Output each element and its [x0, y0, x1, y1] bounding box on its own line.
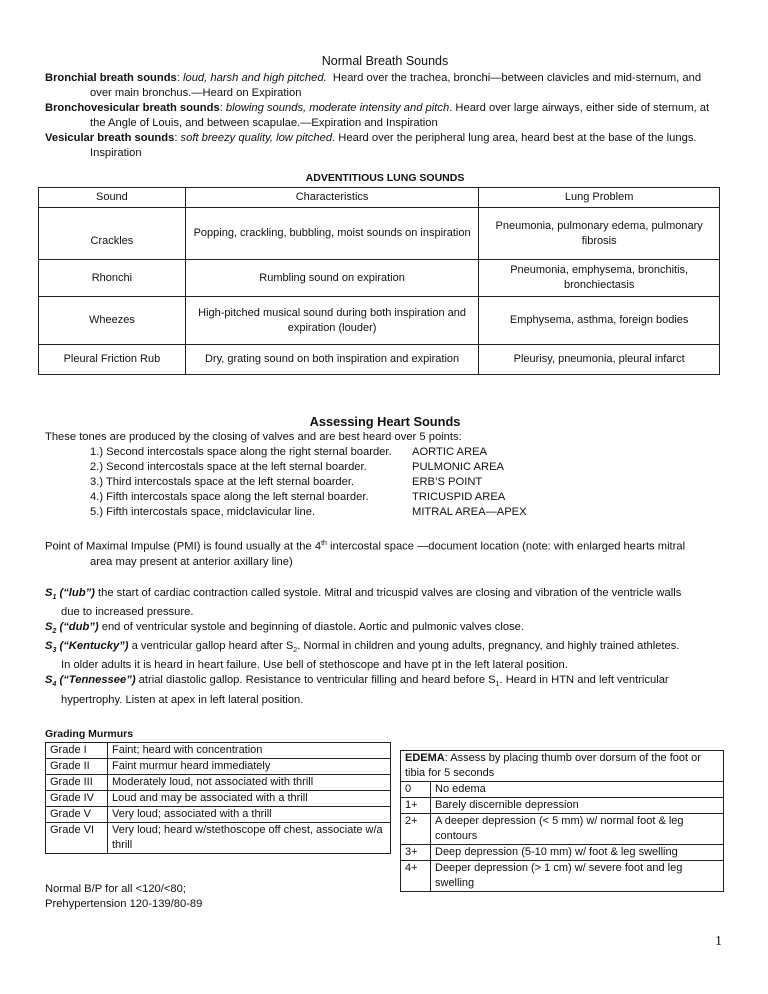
cell-problem: Pneumonia, emphysema, bronchitis, bronchiectasis	[479, 260, 720, 297]
cell-desc: Barely discernible depression	[431, 797, 724, 813]
cell-characteristics: Rumbling sound on expiration	[185, 260, 479, 297]
table-row	[39, 260, 720, 297]
cell-desc: Faint murmur heard immediately	[108, 758, 391, 774]
point-area: ERB’S POINT	[412, 476, 483, 488]
cell-score: 1+	[401, 797, 431, 813]
header-characteristics: Characteristics	[185, 188, 479, 208]
s-text: a ventricular gallop heard after S	[128, 640, 294, 653]
auscultation-points	[45, 445, 725, 520]
s-name: (“dub”)	[56, 620, 99, 633]
s-label: S	[45, 674, 53, 687]
adventitious-table	[38, 187, 720, 375]
adventitious-title: ADVENTITIOUS LUNG SOUNDS	[305, 172, 465, 184]
s-label: S	[45, 586, 53, 599]
term-description: soft breezy quality, low pitched	[180, 132, 333, 144]
heart-sounds-list	[45, 586, 725, 708]
cell-desc: A deeper depression (< 5 mm) w/ normal foot & leg contours	[431, 813, 724, 844]
point-area: PULMONIC AREA	[412, 461, 505, 473]
cell-characteristics: Popping, crackling, bubbling, moist sounds on inspiration	[185, 208, 479, 260]
table-row	[39, 297, 720, 345]
term-description: blowing sounds, moderate intensity and pitch	[225, 102, 450, 114]
table-header-row	[39, 188, 720, 208]
cell-grade: Grade III	[46, 774, 108, 790]
cell-desc: No edema	[431, 781, 724, 797]
bp-line: Prehypertension 120-139/80-89	[45, 898, 203, 910]
table-row	[401, 844, 724, 860]
cell-score: 4+	[401, 860, 431, 891]
point-text: 1.) Second intercostals space along the right sternal boarder.	[90, 446, 392, 458]
table-row	[401, 860, 724, 891]
table-row	[401, 781, 724, 797]
table-row	[39, 208, 720, 260]
cell-desc: Deep depression (5-10 mm) w/ foot & leg swelling	[431, 844, 724, 860]
cell-characteristics: Dry, grating sound on both inspiration and expiration	[185, 345, 479, 375]
cell-score: 0	[401, 781, 431, 797]
cell-score: 2+	[401, 813, 431, 844]
breath-sounds-section	[45, 71, 725, 161]
s4-item	[45, 673, 725, 707]
murmurs-title: Grading Murmurs	[45, 727, 134, 740]
pmi-text-b: intercostal space —document location (note: with enlarged hearts mitral	[326, 540, 686, 553]
s-label: S	[45, 640, 53, 653]
table-row	[46, 822, 391, 853]
s-sub: 2	[52, 628, 57, 636]
table-row	[46, 758, 391, 774]
s-sub: 3	[52, 647, 57, 655]
term-description: loud, harsh and high pitched.	[183, 72, 327, 84]
table-row	[46, 742, 391, 758]
term: Bronchovesicular breath sounds	[45, 102, 220, 114]
cell-desc: Faint; heard with concentration	[108, 742, 391, 758]
term-text: . Heard over the peripheral lung area, heard best at the base of the lungs.	[332, 132, 697, 144]
table-row	[401, 813, 724, 844]
term-text: . Heard over large airways, either side of sternum, at	[449, 102, 710, 114]
heart-sounds-title: Assessing Heart Sounds	[309, 414, 461, 429]
point-text: 4.) Fifth intercostals space along the left sternal boarder.	[90, 491, 369, 503]
term-text: Heard over the trachea, bronchi—between clavicles and mid-sternum, and	[332, 72, 702, 84]
table-row	[46, 790, 391, 806]
pmi-text: Point of Maximal Impulse (PMI) is found usually at the 4	[45, 540, 322, 553]
cell-grade: Grade IV	[46, 790, 108, 806]
assessment-tables	[45, 727, 725, 897]
term: Bronchial breath sounds	[45, 72, 177, 84]
cell-grade: Grade I	[46, 742, 108, 758]
cell-sound: Wheezes	[39, 297, 186, 345]
s-label: S	[45, 620, 53, 633]
s-sub: 4	[52, 681, 57, 689]
s1-item	[45, 586, 725, 620]
term: Vesicular breath sounds	[45, 132, 175, 144]
cell-problem: Emphysema, asthma, foreign bodies	[479, 297, 720, 345]
s-text-sub: 1	[495, 681, 500, 689]
header-sound: Sound	[39, 188, 186, 208]
list-item	[90, 505, 725, 520]
s-text: end of ventricular systole and beginning of diastole. Aortic and pulmonic valves close.	[98, 620, 524, 633]
point-text: 5.) Fifth intercostals space, midclavicular line.	[90, 506, 316, 518]
point-area: MITRAL AREA—APEX	[412, 506, 527, 518]
table-row	[401, 797, 724, 813]
cell-score: 3+	[401, 844, 431, 860]
s-text-sub: 2	[293, 647, 298, 655]
s3-item	[45, 639, 725, 673]
term-text-cont: Inspiration	[90, 147, 142, 159]
pmi-paragraph	[45, 536, 725, 570]
cell-desc: Loud and may be associated with a thrill	[108, 790, 391, 806]
cell-sound: Rhonchi	[39, 260, 186, 297]
heart-intro: These tones are produced by the closing of valves and are best heard over 5 points:	[45, 431, 462, 443]
s-text-b: . Heard in HTN and left ventricular	[499, 674, 669, 687]
s-text-b: . Normal in children and young adults, pregnancy, and highly trained athletes.	[297, 640, 680, 653]
term-text-cont: the Angle of Louis, and between scapulae.—Expiration and Inspiration	[90, 117, 438, 129]
cell-grade: Grade II	[46, 758, 108, 774]
s-name: (“lub”)	[56, 586, 95, 599]
pmi-sup: th	[321, 540, 327, 547]
s-text-cont: In older adults it is heard in heart failure. Use bell of stethoscope and have pt in the left lateral position.	[61, 659, 568, 672]
list-item	[90, 475, 725, 490]
page-title: Normal Breath Sounds	[321, 54, 449, 68]
cell-desc: Moderately loud, not associated with thrill	[108, 774, 391, 790]
point-text: 3.) Third intercostals space at the left sternal boarder.	[90, 476, 355, 488]
bp-notes	[45, 882, 202, 912]
point-text: 2.) Second intercostals space at the left sternal boarder.	[90, 461, 367, 473]
breath-sound-bronchovesicular: Bronchovesicular breath sounds: blowing sounds, moderate intensity and pitch. Heard over large airways, either side of sternum, at the Angle of Louis, and between scapulae.—Expiration and Inspiration	[45, 101, 725, 131]
breath-sound-vesicular: Vesicular breath sounds: soft breezy quality, low pitched. Heard over the peripheral lung area, heard best at the base of the lungs. Inspiration	[45, 131, 725, 161]
s-name: (“Tennessee”)	[56, 674, 136, 687]
bp-line: Normal B/P for all <120/<80;	[45, 883, 186, 895]
list-item	[90, 460, 725, 475]
table-row	[39, 345, 720, 375]
s2-item	[45, 620, 725, 639]
murmurs-table	[45, 742, 391, 854]
edema-label: EDEMA	[405, 751, 445, 764]
cell-desc: Very loud; associated with a thrill	[108, 806, 391, 822]
header-lung-problem: Lung Problem	[479, 188, 720, 208]
cell-desc: Very loud; heard w/stethoscope off chest, associate w/a thrill	[108, 822, 391, 853]
document-page	[45, 54, 725, 897]
point-area: TRICUSPID AREA	[412, 491, 506, 503]
cell-desc: Deeper depression (> 1 cm) w/ severe foot and leg swelling	[431, 860, 724, 891]
pmi-text-c: area may present at anterior axillary line)	[90, 555, 293, 568]
s-name: (“Kentucky”)	[56, 640, 129, 653]
cell-problem: Pneumonia, pulmonary edema, pulmonary fibrosis	[479, 208, 720, 260]
s-text-cont: hypertrophy. Listen at apex in left lateral position.	[61, 693, 304, 706]
cell-sound: Pleural Friction Rub	[39, 345, 186, 375]
page-number: 1	[715, 934, 722, 949]
term-text-cont: over main bronchus.—Heard on Expiration	[90, 87, 302, 99]
list-item	[90, 445, 725, 460]
point-area: AORTIC AREA	[412, 446, 488, 458]
edema-table	[400, 750, 724, 892]
s-text: the start of cardiac contraction called systole. Mitral and tricuspid valves are closing and vibration of the ventricle walls	[94, 586, 682, 599]
list-item	[90, 490, 725, 505]
table-header-row	[401, 750, 724, 781]
s-text: atrial diastolic gallop. Resistance to ventricular filling and heard before S	[135, 674, 496, 687]
s-text-cont: due to increased pressure.	[61, 605, 194, 618]
cell-characteristics: High-pitched musical sound during both inspiration and expiration (louder)	[185, 297, 479, 345]
table-row	[46, 806, 391, 822]
cell-grade: Grade VI	[46, 822, 108, 853]
cell-problem: Pleurisy, pneumonia, pleural infarct	[479, 345, 720, 375]
table-row	[46, 774, 391, 790]
edema-header: : Assess by placing thumb over dorsum of the foot or tibia for 5 seconds	[405, 751, 701, 779]
breath-sound-bronchial: Bronchial breath sounds: loud, harsh and high pitched. Heard over the trachea, bronchi—between clavicles and mid-sternum, and over main bronchus.—Heard on Expiration	[45, 71, 725, 101]
s-sub: 1	[52, 593, 57, 601]
cell-grade: Grade V	[46, 806, 108, 822]
cell-sound: Crackles	[39, 208, 186, 260]
